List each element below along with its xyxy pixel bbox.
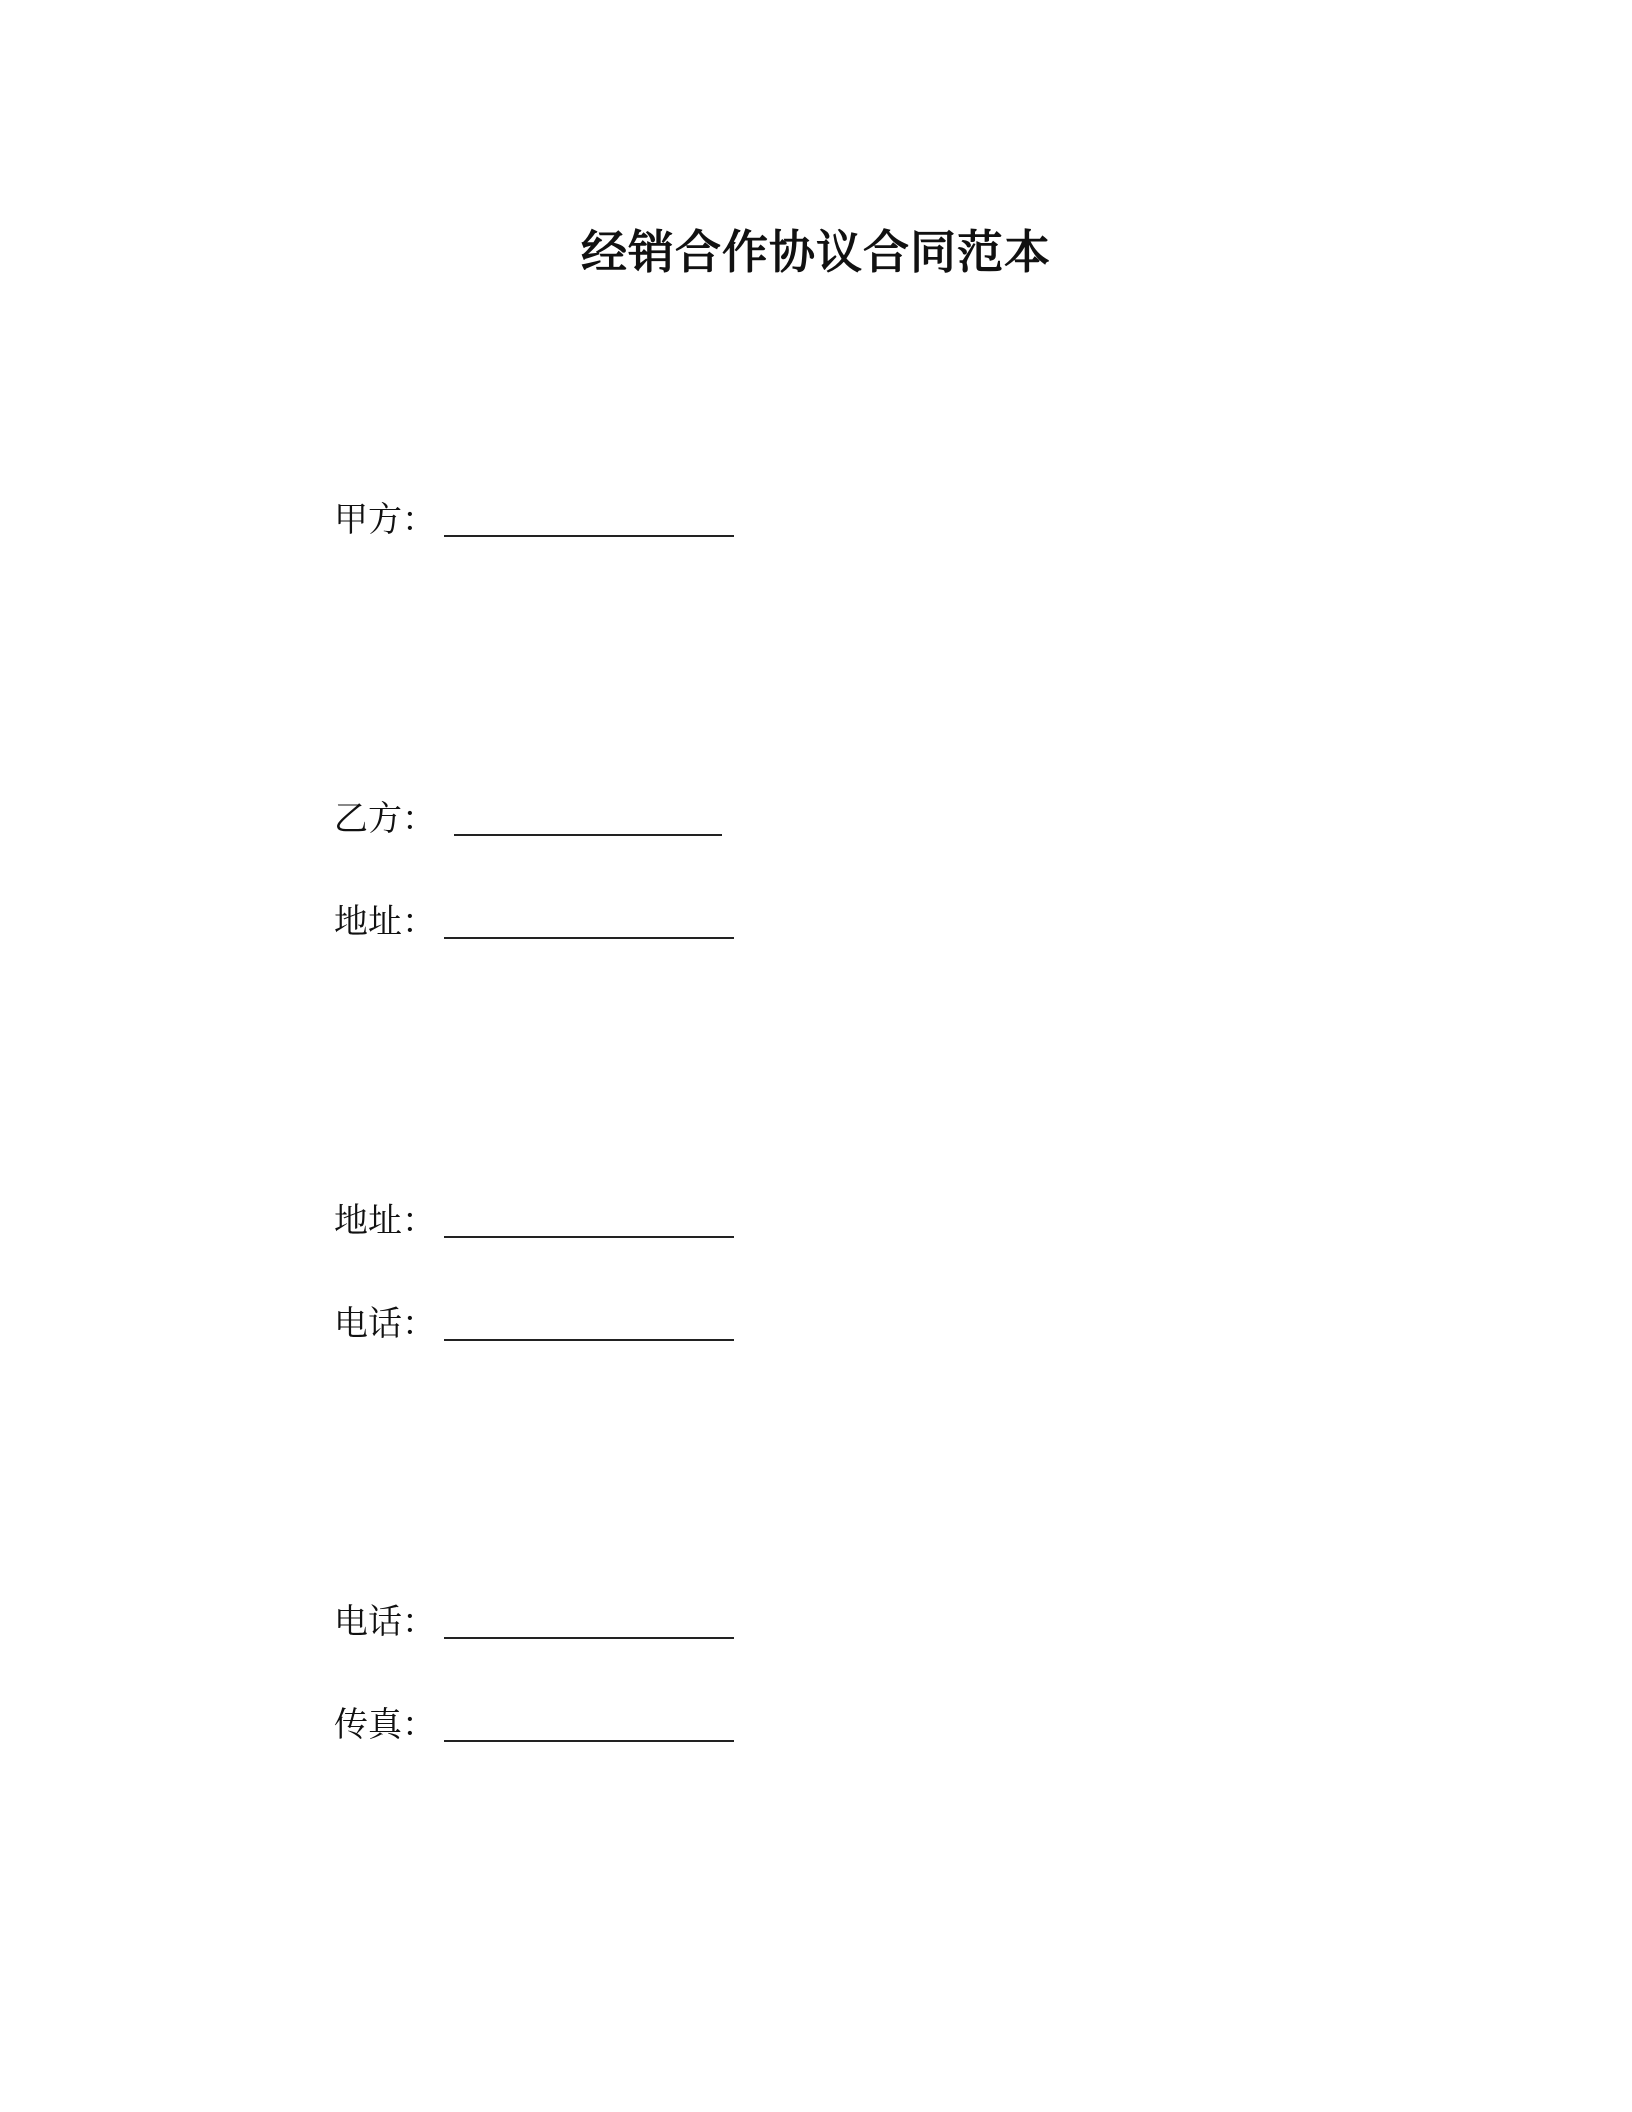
phone-field-2 xyxy=(334,1597,734,1647)
phone-blank-line-1 xyxy=(444,1339,734,1341)
party-b-label: 乙方： xyxy=(334,799,436,839)
party-a-blank-line xyxy=(444,535,734,537)
party-b-blank-line xyxy=(454,834,722,836)
document-title: 经销合作协议合同范本 xyxy=(581,225,1051,279)
party-a-field xyxy=(334,495,734,545)
address-field-2 xyxy=(334,1196,734,1246)
party-b-field xyxy=(334,794,722,844)
address-label-2: 地址： xyxy=(334,1201,436,1241)
phone-blank-line-2 xyxy=(444,1637,734,1639)
fax-field xyxy=(334,1700,734,1750)
party-a-label: 甲方： xyxy=(334,500,436,540)
address-blank-line-2 xyxy=(444,1236,734,1238)
address-field-1 xyxy=(334,897,734,947)
address-label-1: 地址： xyxy=(334,902,436,942)
phone-field-1 xyxy=(334,1299,734,1349)
phone-label-2: 电话： xyxy=(334,1602,436,1642)
phone-label-1: 电话： xyxy=(334,1304,436,1344)
fax-blank-line xyxy=(444,1740,734,1742)
fax-label: 传真： xyxy=(334,1705,436,1745)
address-blank-line-1 xyxy=(444,937,734,939)
